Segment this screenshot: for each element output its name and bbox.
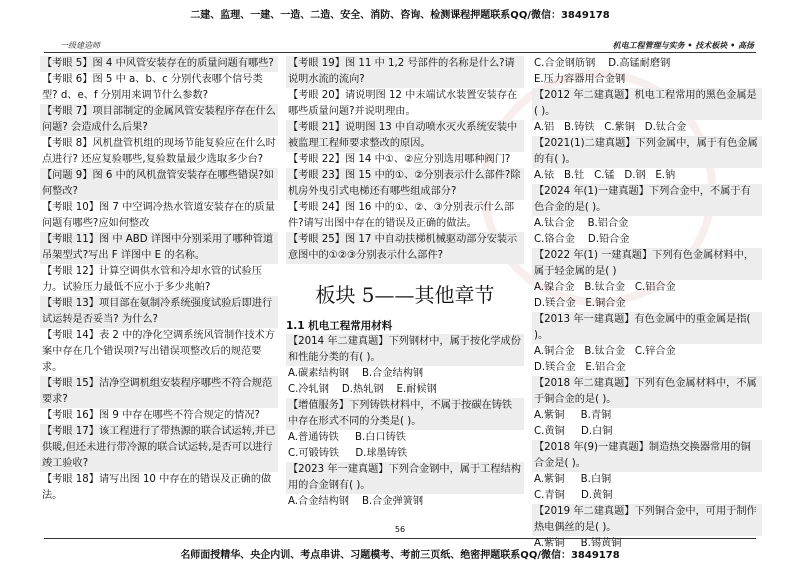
option-row — [532, 232, 762, 248]
bottom-banner: 名师面授精华、央企内训、考点串讲、习题模考、考前三页纸、绝密押题联系QQ/微信：3849178 — [180, 550, 620, 561]
option: A.普通铸铁 — [288, 432, 339, 443]
option: A.铜合金 — [534, 346, 575, 357]
question-item: 【考眼 7】项目部制定的金属风管安装程序存在什么问题? 会造成什么后果? — [40, 104, 278, 136]
option: B.钛合金 — [584, 346, 626, 357]
option-row — [286, 430, 524, 446]
question-item: 【考眼 24】图 16 中的①、②、③分别表示什么部件?请写出图中存在的错误及正确的做法。 — [288, 202, 515, 229]
page-number: 56 — [394, 525, 406, 534]
option-row — [532, 56, 762, 72]
option-row — [286, 494, 524, 510]
question-stem: 【增值服务】下列铸铁材料中，不属于按碳在铸铁中存在形式不同的分类是( )。 — [286, 398, 524, 430]
question-stem: 【2012 年二建真题】机电工程常用的黑色金属是( )。 — [532, 88, 762, 120]
header-rule — [44, 52, 756, 53]
option: A.钛合金 — [534, 218, 575, 229]
option: A.紫铜 — [534, 474, 565, 485]
option: D.热轧钢 — [341, 384, 384, 395]
question-item: 【考眼 23】图 15 中的①、②分别表示什么部件?除机房外曳引式电梯还有哪些组成部分? — [286, 168, 524, 200]
option: A.铝 — [534, 122, 555, 133]
option: A.紫铜 — [534, 538, 565, 549]
option: D.球墨铸铁 — [355, 448, 408, 459]
question-item: 【考眼 10】图 7 中空调冷热水管道安装存在的质量问题有哪些?应如何整改 — [42, 202, 275, 229]
option-row — [532, 280, 762, 296]
question-item: 【考眼 17】该工程进行了带热源的联合试运转,并已供暖,但还未进行带冷源的联合试运转,是否可以进行竣工验收? — [40, 424, 278, 472]
option: D.钢 — [624, 170, 646, 181]
section-title: 板块 5——其他章节 — [315, 283, 495, 307]
question-stem: 【2023 年一建真题】下列合金钢中，属于工程结构用的合金钢有( )。 — [286, 462, 524, 494]
question-item: 【考眼 13】项目部在氨制冷系统强度试验后即进行试运转是否妥当? 为什么? — [40, 296, 278, 328]
option: E.铜合金 — [585, 298, 626, 309]
question-stem: 【2018 年二建真题】下列有色金属材料中，不属于铜合金的是( )。 — [532, 376, 762, 408]
header-left: 一级建造师 — [60, 41, 100, 50]
option-row — [532, 408, 762, 424]
option-row — [532, 488, 762, 504]
option: E.钠 — [655, 170, 676, 181]
option: B.钛合金 — [584, 282, 626, 293]
option: A.紫铜 — [534, 410, 565, 421]
question-item: 【考眼 5】图 4 中风管安装存在的质量问题有哪些? — [40, 56, 278, 72]
question-item: 【考眼 25】图 17 中自动扶梯机械驱动部分安装示意图中的①②③分别表示什么部件? — [286, 232, 524, 264]
question-item: 【考眼 20】请说明图 12 中末端试水装置安装存在哪些质量问题?并说明理由。 — [288, 90, 518, 117]
option: C.青铜 — [534, 490, 565, 501]
option-row — [532, 472, 762, 488]
option: E.压力容器用合金钢 — [534, 74, 626, 85]
option: C.可锻铸铁 — [288, 448, 340, 459]
question-item: 【考眼 22】图 14 中①、②应分别选用哪种阀门? — [288, 154, 511, 165]
option-row — [532, 360, 762, 376]
option: D.镁合金 — [534, 298, 576, 309]
question-item: 【考眼 11】图 中 ABD 详图中分别采用了哪种管道吊架型式?写出 F 详图中 E 的名称。 — [40, 232, 278, 264]
question-item: 【考眼 12】计算空调供水管和冷却水管的试验压力。试验压力最低不应小于多少兆帕? — [42, 266, 262, 293]
option: B.锡黄铜 — [580, 538, 622, 549]
question-item: 【考眼 14】表 2 中的净化空调系统风管制作技术方案中存在几个错误项?写出错误项整改后的规范要求。 — [42, 330, 275, 373]
option: B.白铜 — [580, 474, 612, 485]
option-row — [532, 424, 762, 440]
column-1 — [40, 56, 278, 504]
option: D.镁合金 — [534, 362, 576, 373]
question-stem: 【2019 年二建真题】下列铜合金中，可用于制作热电偶丝的是( )。 — [532, 504, 762, 536]
option: C.锰 — [594, 170, 615, 181]
question-stem: 【2024 年(1)一建真题】下列合金中，不属于有色合金的是( )。 — [532, 184, 762, 216]
question-item: 【考眼 16】图 9 中存在哪些不符合规定的情况? — [42, 410, 260, 421]
option-row — [532, 216, 762, 232]
question-item: 【考眼 19】图 11 中 1,2 号部件的名称是什么?请说明水流的流向? — [286, 56, 524, 88]
option: C.铝合金 — [634, 282, 676, 293]
option: A.镍合金 — [534, 282, 575, 293]
option: C.冷轧钢 — [288, 384, 329, 395]
option-row — [286, 446, 524, 462]
option: B.钍 — [563, 170, 585, 181]
option: D.白铜 — [580, 426, 613, 437]
option: D.铅合金 — [587, 234, 630, 245]
question-item: 【考眼 8】风机盘管机组的现场节能复验应在什么时点进行? 还应复验哪些,复验数量最少选取多少台? — [42, 138, 276, 165]
option: A.铱 — [534, 170, 555, 181]
question-item: 【考眼 6】图 5 中 a、b、c 分别代表哪个信号类型? d、e、f 分别用来调节什么参数? — [42, 74, 263, 101]
option: E.铝合金 — [585, 362, 626, 373]
option-row — [532, 120, 762, 136]
option: B.合金结构钢 — [361, 368, 424, 379]
question-item: 【考眼 18】请写出图 10 中存在的错误及正确的做法。 — [42, 474, 272, 501]
top-banner: 二建、监理、一建、一造、二造、安全、消防、咨询、检测课程押题联系QQ/微信：3849178 — [190, 10, 610, 21]
question-stem: 【2022 年(1) 一建真题】下列有色金属材料中，属于轻金属的是( ) — [532, 248, 762, 280]
option: A.碳素结构钢 — [288, 368, 349, 379]
option: E.耐候钢 — [396, 384, 437, 395]
footer-rule — [44, 538, 756, 539]
question-item: 【考眼 15】洁净空调机组安装程序哪些不符合规范要求? — [40, 376, 278, 408]
option-row — [532, 344, 762, 360]
option: C.紫铜 — [604, 122, 635, 133]
option: C.铬合金 — [534, 234, 575, 245]
option-row — [286, 366, 524, 382]
option: B.铸铁 — [563, 122, 595, 133]
option: B.铝合金 — [587, 218, 629, 229]
question-stem: 【2014 年二建真题】下列钢材中，属于按化学成份和性能分类的有( )。 — [286, 334, 524, 366]
option: C.黄铜 — [534, 426, 565, 437]
option: D.钛合金 — [644, 122, 687, 133]
option: C.锌合金 — [634, 346, 676, 357]
question-stem: 【2021(1)二建真题】下列金属中，属于有色金属的有( )。 — [532, 136, 762, 168]
option: B.青铜 — [580, 410, 612, 421]
option-row — [286, 382, 524, 398]
question-stem: 【2018 年(9)一建真题】制造热交换器常用的铜合金是( )。 — [532, 440, 762, 472]
option: A.合金结构钢 — [288, 496, 349, 507]
header-right: 机电工程管理与实务 • 技术板块 • 高扬 — [612, 40, 754, 50]
question-item: 【考眼 21】说明图 13 中自动喷水灭火系统安装中被监理工程师要求整改的原因。 — [286, 120, 524, 152]
option: D.高锰耐磨钢 — [608, 58, 671, 69]
option: D.黄铜 — [580, 490, 613, 501]
section-heading: 1.1 机电工程常用材料 — [286, 320, 393, 332]
question-stem: 【2013 年一建真题】有色金属中的重金属是指( )。 — [532, 312, 762, 344]
option-row — [532, 168, 762, 184]
question-item: 【问题 9】图 6 中的风机盘管安装存在哪些错误?如何整改? — [40, 168, 278, 200]
option-row — [532, 296, 762, 312]
option: B.白口铸铁 — [354, 432, 406, 443]
option: C.合金钢筋钢 — [534, 58, 596, 69]
option: B.合金弹簧钢 — [361, 496, 424, 507]
column-2 — [286, 56, 524, 510]
column-3 — [532, 56, 762, 552]
